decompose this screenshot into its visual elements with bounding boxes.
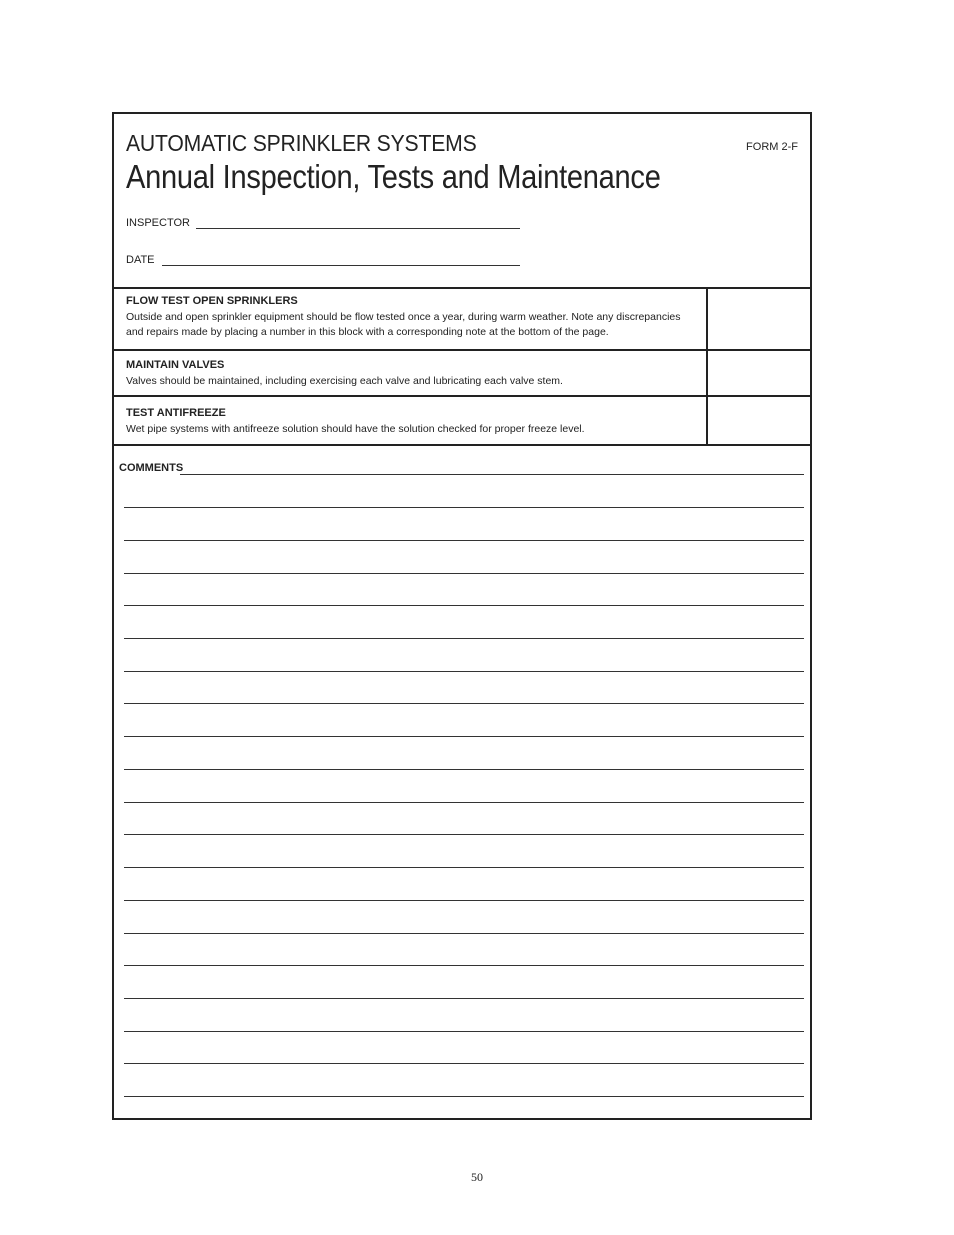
item-check-box[interactable] [706,397,810,444]
item-row-test-antifreeze [114,397,810,446]
comments-line[interactable] [124,802,804,803]
comments-line[interactable] [124,769,804,770]
date-label: DATE [126,254,155,266]
form-subtitle: AUTOMATIC SPRINKLER SYSTEMS [126,130,477,156]
item-check-box[interactable] [706,351,810,395]
comments-line[interactable] [124,1063,804,1064]
inspector-label: INSPECTOR [126,217,190,229]
item-description: Wet pipe systems with antifreeze solution should have the solution checked for proper freeze level. [126,423,585,435]
comments-label: COMMENTS [119,462,184,474]
comments-line[interactable] [124,540,804,541]
page-number: 50 [471,1170,483,1184]
inspection-form [112,112,812,1120]
form-number: FORM 2-F [746,141,798,153]
comments-line[interactable] [124,867,804,868]
form-header [114,114,810,289]
comments-line[interactable] [124,1031,804,1032]
comments-line[interactable] [124,736,804,737]
comments-line[interactable] [124,605,804,606]
item-row-maintain-valves [114,351,810,397]
form-title: Annual Inspection, Tests and Maintenance [126,158,661,195]
comments-line[interactable] [124,900,804,901]
comments-line[interactable] [124,1096,804,1097]
item-check-box[interactable] [706,289,810,349]
comments-line[interactable] [124,965,804,966]
comments-line[interactable] [124,671,804,672]
comments-line[interactable] [124,703,804,704]
item-description: Valves should be maintained, including exercising each valve and lubricating each valve stem. [126,375,563,387]
inspector-field[interactable] [196,228,520,229]
comments-line[interactable] [124,998,804,999]
comments-line[interactable] [124,573,804,574]
item-title: FLOW TEST OPEN SPRINKLERS [126,295,298,307]
comments-line[interactable] [124,638,804,639]
comments-line[interactable] [124,834,804,835]
comments-line[interactable] [180,474,804,475]
item-title: TEST ANTIFREEZE [126,407,226,419]
date-field[interactable] [162,265,520,266]
item-title: MAINTAIN VALVES [126,359,225,371]
comments-line[interactable] [124,933,804,934]
comments-line[interactable] [124,507,804,508]
item-row-flow-test [114,289,810,351]
item-description: Outside and open sprinkler equipment should be flow tested once a year, during warm weather. Note any discrepancies and repairs made by placing a number in this block with a corresponding note at the bottom of the page. [126,311,681,338]
